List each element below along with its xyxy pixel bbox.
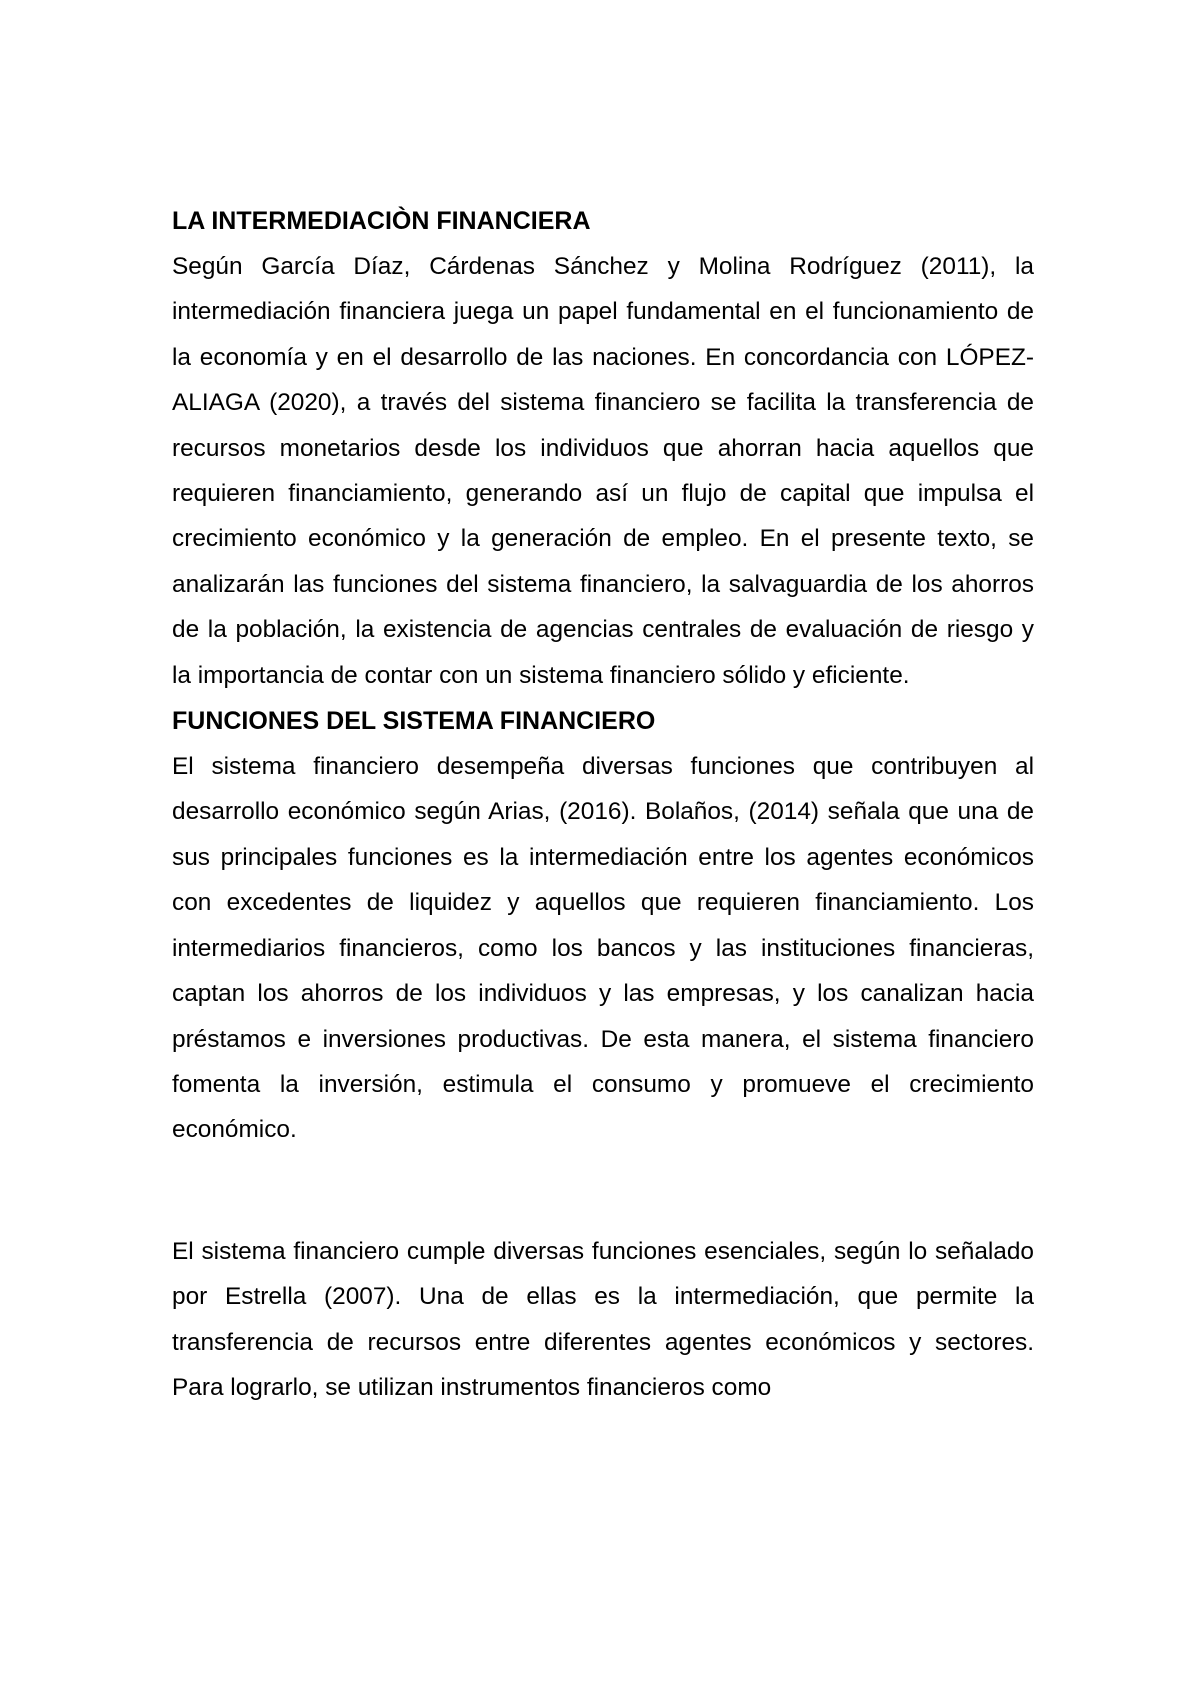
paragraph-intro: Según García Díaz, Cárdenas Sánchez y Molina Rodríguez (2011), la intermediación financiera juega un papel fundamental en el funcionamiento de la economía y en el desarrollo de las naciones. En concordancia con LÓPEZ-ALIAGA (2020), a través del sistema financiero se facilita la transferencia de recursos monetarios desde los individuos que ahorran hacia aquellos que requieren financiamiento, generando así un flujo de capital que impulsa el crecimiento económico y la generación de empleo. En el presente texto, se analizarán las funciones del sistema financiero, la salvaguardia de los ahorros de la población, la existencia de agencias centrales de evaluación de riesgo y la importancia de contar con un sistema financiero sólido y eficiente. (172, 253, 1034, 689)
section-heading-funciones: FUNCIONES DEL SISTEMA FINANCIERO (172, 707, 656, 736)
paragraph-funciones: El sistema financiero desempeña diversas funciones que contribuyen al desarrollo económico según Arias, (2016). Bolaños, (2014) señala que una de sus principales funciones es la intermediación entre los agentes económicos con excedentes de liquidez y aquellos que requieren financiamiento. Los intermediarios financieros, como los bancos y las instituciones financieras, captan los ahorros de los individuos y las empresas, y los canalizan hacia préstamos e inversiones productivas. De esta manera, el sistema financiero fomenta la inversión, estimula el consumo y promueve el crecimiento económico. (172, 753, 1034, 1144)
section-heading-intermediacion: LA INTERMEDIACIÒN FINANCIERA (172, 207, 591, 235)
document-page (172, 198, 1034, 1410)
paragraph-estrella: El sistema financiero cumple diversas funciones esenciales, según lo señalado por Estrella (2007). Una de ellas es la intermediación, que permite la transferencia de recursos entre diferentes agentes económicos y sectores. Para lograrlo, se utilizan instrumentos financieros como (172, 1237, 1034, 1401)
